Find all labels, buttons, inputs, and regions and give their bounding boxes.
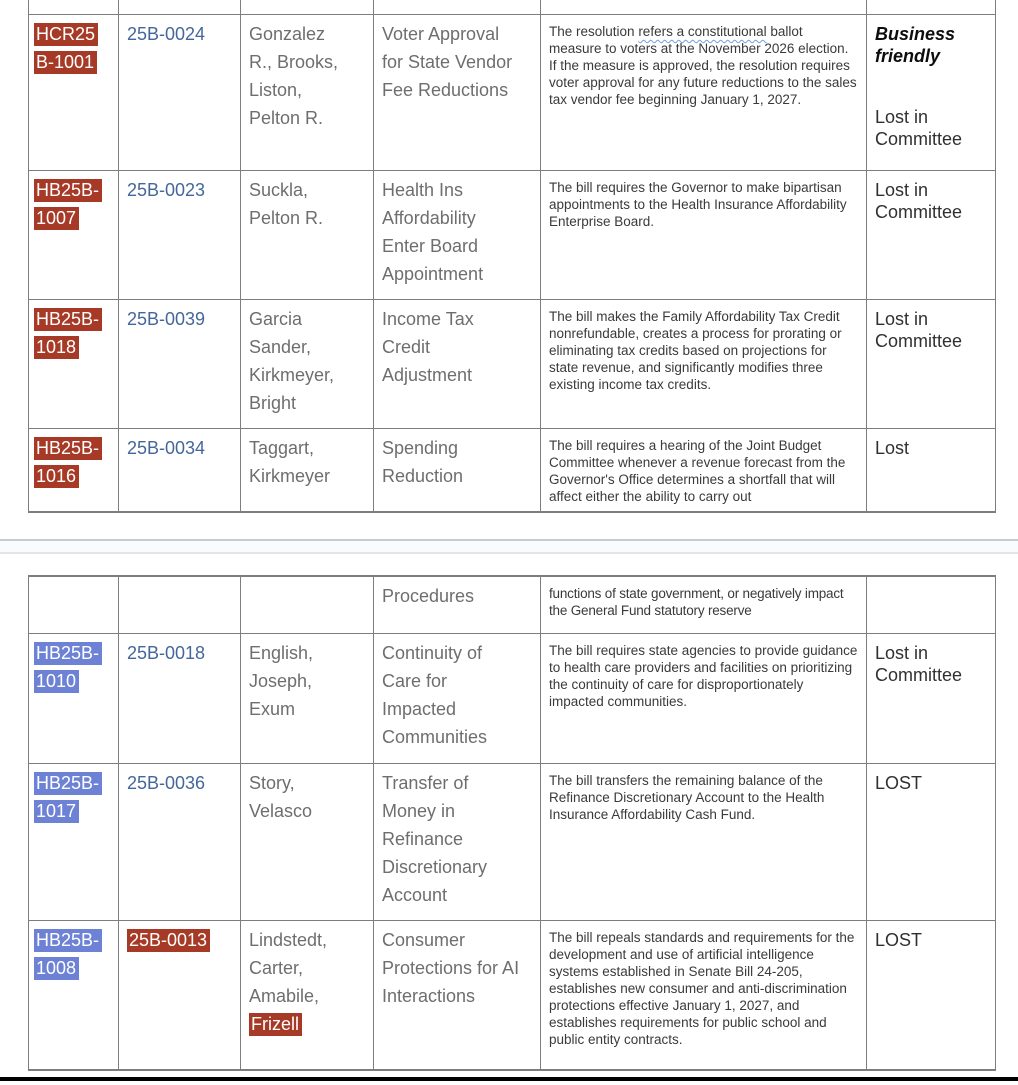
bill-tag-line: HB25B- [36, 309, 100, 329]
bill-number-link[interactable]: 25B-0023 [127, 180, 206, 200]
bill-description-cell [541, 0, 867, 15]
bill-number-link[interactable]: 25B-0013 [127, 929, 210, 952]
bill-description-cell [541, 15, 867, 171]
bill-tag-line: HB25B- [36, 438, 100, 458]
bill-description-cell: The bill repeals standards and requirements for the development and use of artificial intelligence systems established in Senate Bill 24-205, establishes new consumer and anti-discrimination protections effective January 1, 2027, and establishes requirements for public school and public entity contracts. [541, 920, 867, 1070]
bill-tag-highlight [34, 929, 102, 980]
status-cell [867, 633, 996, 763]
bill-tag-cell [29, 300, 119, 429]
bill-tag-line: 1007 [36, 208, 77, 228]
bills-table-page1 [28, 0, 996, 513]
bill-tag-highlight [34, 179, 102, 230]
bill-number-cell [119, 429, 241, 513]
bill-description-cell: The bill requires a hearing of the Joint Budget Committee whenever a revenue forecast from the Governor's Office determines a shortfall that will affect either the ability to carry out [541, 429, 867, 513]
table-row [29, 763, 996, 920]
sponsor-highlight: Frizell [249, 1013, 302, 1036]
status-note: Business friendly [875, 24, 956, 66]
bill-tag-line: 1008 [36, 957, 77, 978]
bill-tag-line: 1018 [36, 337, 77, 357]
bill-number-link[interactable]: 25B-0039 [127, 309, 206, 329]
bill-tag-line: 1016 [36, 466, 77, 486]
bill-tag-cell [29, 15, 119, 171]
sponsors-cell [241, 576, 374, 633]
bill-number-cell [119, 300, 241, 429]
bill-number-cell [119, 763, 241, 920]
status-text: LOST [875, 772, 923, 793]
table-row [29, 15, 996, 171]
window-border-bottom [0, 1077, 1018, 1081]
bill-description-cell [541, 576, 867, 633]
bill-tag-cell [29, 576, 119, 633]
bill-description-cell: The bill makes the Family Affordability Tax Credit nonrefundable, creates a process for prorating or eliminating tax credits based on projections for state revenue, and significantly modifies three existing income tax credits. [541, 300, 867, 429]
bill-description-cell: The bill transfers the remaining balance of the Refinance Discretionary Account to the Health Insurance Affordability Cash Fund. [541, 763, 867, 920]
status-cell [867, 763, 996, 920]
bill-title-cell: Health Ins Affordability Enter Board Appointment [374, 171, 541, 300]
bill-tag-line: HB25B- [36, 772, 100, 793]
status-cell [867, 920, 996, 1070]
sponsors-cell: English, Joseph, Exum [241, 633, 374, 763]
status-cell [867, 300, 996, 429]
bill-tag-cell [29, 763, 119, 920]
bill-number-cell [119, 15, 241, 171]
sponsors-cell: Story, Velasco [241, 763, 374, 920]
bill-number-link[interactable]: 25B-0018 [127, 642, 206, 663]
bill-description-cell: The bill requires the Governor to make bipartisan appointments to the Health Insurance Affordability Enterprise Board. [541, 171, 867, 300]
bill-tag-line: HCR25 [36, 24, 96, 44]
bill-title-cell: Procedures [374, 576, 541, 633]
bill-title-cell: Voter Approval for State Vendor Fee Reductions [374, 15, 541, 171]
table-row [29, 633, 996, 763]
bill-tag-cell [29, 171, 119, 300]
bill-tag-line: HB25B- [36, 180, 100, 200]
table-row-continued [29, 576, 996, 633]
table-row [29, 171, 996, 300]
sponsors-text: Lindstedt, Carter, Amabile, [249, 929, 328, 1006]
bill-tag-highlight [34, 308, 102, 359]
status-cell [867, 576, 996, 633]
status-text: LOST [875, 929, 923, 950]
sponsors-cell [241, 0, 374, 15]
description-text: The resolution [549, 24, 639, 39]
bill-description-cell: The bill requires state agencies to provide guidance to health care providers and facilities on prioritizing the continuity of care for disproportionately impacted communities. [541, 633, 867, 763]
bill-tag-line: HB25B- [36, 929, 100, 950]
bill-title-cell: Continuity of Care for Impacted Communities [374, 633, 541, 763]
table-row [29, 429, 996, 513]
bill-title-cell: Spending Reduction [374, 429, 541, 513]
bill-tag-line: 1010 [36, 670, 77, 691]
bill-number-link[interactable]: 25B-0034 [127, 438, 206, 458]
bill-tag-line: B-1001 [36, 52, 95, 72]
status-text: Lost in Committee [875, 642, 963, 685]
sponsors-cell: Taggart, Kirkmeyer [241, 429, 374, 513]
bill-number-cell [119, 0, 241, 15]
spellcheck-flagged-text: refers a constitutional [638, 24, 767, 39]
status-cell [867, 429, 996, 513]
status-text: Lost in Committee [875, 309, 963, 351]
status-text: Lost in Committee [875, 107, 963, 149]
sponsors-cell: Suckla, Pelton R. [241, 171, 374, 300]
bill-number-cell [119, 633, 241, 763]
bill-tag-line: 1017 [36, 800, 77, 821]
bill-tag-cell [29, 920, 119, 1070]
table-row-clipped [29, 0, 996, 15]
bill-tag-highlight [34, 772, 102, 823]
bill-number-cell [119, 171, 241, 300]
bill-tag-highlight [34, 23, 98, 74]
bill-tag-highlight [34, 437, 102, 488]
status-text: Lost [875, 438, 910, 458]
bill-title-cell: Transfer of Money in Refinance Discretionary Account [374, 763, 541, 920]
status-text: Lost in Committee [875, 180, 963, 222]
bill-number-link[interactable]: 25B-0036 [127, 772, 206, 793]
bill-tag-line: HB25B- [36, 642, 100, 663]
sponsors-cell: Garcia Sander, Kirkmeyer, Bright [241, 300, 374, 429]
bill-tag-cell [29, 633, 119, 763]
bill-number-cell [119, 920, 241, 1070]
sponsors-cell [241, 920, 374, 1070]
status-cell [867, 15, 996, 171]
status-cell [867, 171, 996, 300]
bills-table-page2 [28, 575, 996, 1071]
bill-number-link[interactable]: 25B-0024 [127, 24, 206, 44]
bill-tag-cell [29, 0, 119, 15]
bill-title-cell: Consumer Protections for AI Interactions [374, 920, 541, 1070]
description-text: functions of state government, or negatively impact the General Fund statutory reserve [549, 586, 844, 618]
description-text: ballot measure to voters at the November 2026 election. If the measure is approved, the resolution requires voter approval for any future reductions to the sales tax vendor fee beginning January 1, 2027. [549, 24, 857, 107]
sponsors-cell: Gonzalez R., Brooks, Liston, Pelton R. [241, 15, 374, 171]
table-row [29, 920, 996, 1070]
bill-tag-cell [29, 429, 119, 513]
bill-number-cell [119, 576, 241, 633]
bill-tag-highlight [34, 642, 102, 693]
page-break-separator [0, 539, 1018, 554]
bill-title-cell: Income Tax Credit Adjustment [374, 300, 541, 429]
status-cell [867, 0, 996, 15]
bill-title-cell [374, 0, 541, 15]
table-row [29, 300, 996, 429]
